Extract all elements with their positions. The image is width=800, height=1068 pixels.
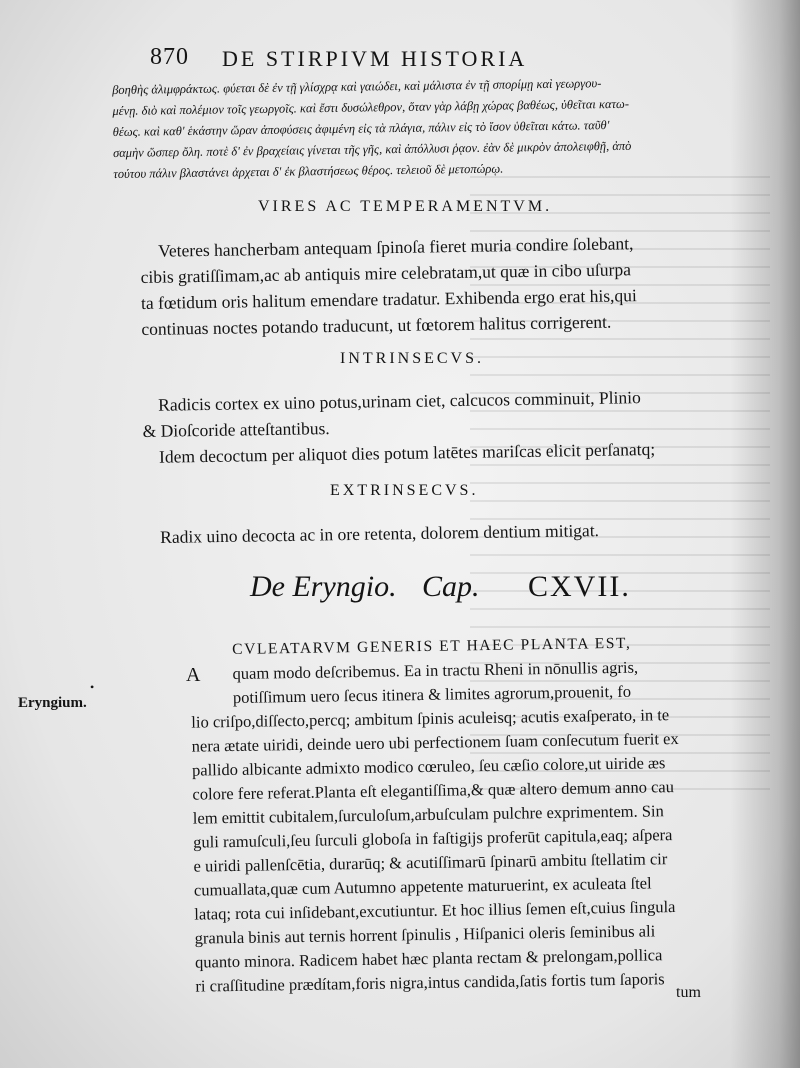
- greek-line: μένῃ. διὸ καὶ πολέμιον τοῖς γεωργοῖς. καὶ ἔστι δυσώλεθρον, ὅταν γὰρ λάβῃ χώρας βαθέως, ὑθεῖται κατω-: [112, 96, 630, 118]
- greek-text-block: [112, 71, 743, 185]
- text-line: ri craſſitudine prædítam,foris nigra,intus candida,ſatis fortis tum ſaporis: [195, 969, 665, 996]
- margin-mark: •: [90, 680, 95, 694]
- greek-line: σαμὴν ὥσπερ ὄλη. ποτὲ δ' ἐν βραχείαις γίνεται τῆς γῆς, καὶ ἀπόλλυσι ῥᾳον. ἐὰν δὲ μικρὸν ἀπολειφθῇ, ἀπὸ: [112, 138, 632, 160]
- greek-line: θέως. καὶ καθ' ἑκάστην ὥραν ἀποφύσεις ἀφιμένη εἰς τὰ πλάγια, πάλιν εἰς τὸ ἴσον ὑθεῖται κάτω. ταῦθ': [112, 118, 610, 139]
- text-line: continuas noctes potando traducunt, ut fœtorem halitus corrigerent.: [141, 311, 612, 339]
- page-header: [150, 44, 640, 74]
- running-head: DE STIRPIVM HISTORIA: [222, 46, 528, 71]
- text-line: Radix uino decocta ac in ore retenta, dolorem dentium mitigat.: [160, 520, 600, 547]
- text-line: cumuallata,quæ cum Autumno appetente maturuerint, ex aculeata ſtel: [193, 873, 652, 900]
- text-line: guli ramuſculi,ſeu ſurculi globoſa in faſtigijs proferūt capitula,eaq; aſpera: [193, 825, 673, 852]
- paragraph-intrinsecus: [142, 384, 655, 470]
- greek-line: βοηθὴς ἀλιμφράκτως. φύεται δὲ ἐν τῇ γλίσχρᾳ καὶ γαιώδει, καὶ μάλιστα ἐν τῇ σπορίμῃ καὶ γεωργου-: [112, 76, 602, 97]
- paragraph-vires: [140, 230, 637, 342]
- chapter-title: De Eryngio.: [250, 570, 397, 603]
- text-line: lio criſpo,diſſecto,percq; ambitum ſpinis aculeisq; acutis exaſperato, in te: [191, 705, 670, 732]
- text-line: & Dioſcoride atteſtantibus.: [142, 418, 330, 441]
- text-line: e uiridi pallenſcētia, durarūq; & acutiſſimarū ſpinarū ambitu ſtellatim cir: [193, 849, 668, 876]
- text-line: potiſſimum uero ſecus itinera & limites agrorum,prouenit, fo: [232, 681, 632, 707]
- greek-line: τούτου πάλιν βλαστάνει ἀρχεται δ' ἐκ βλαστήσεως θέρος. τελειοῦ δὲ μετοπώρῳ.: [113, 161, 504, 181]
- text-line: CVLEATARVM GENERIS ET HAEC PLANTA EST,: [232, 634, 632, 658]
- catchword: tum: [676, 984, 701, 1001]
- text-line: granula binis aut ternis horrent ſpinulis , Hiſpanici oleris ſeminibus ali: [194, 921, 656, 948]
- chapter-number: CXVII.: [528, 570, 631, 603]
- text-line: colore fere referat.Planta eſt elegantiſſima,& quæ altero demum anno cau: [192, 777, 675, 804]
- text-line: ta fœtidum oris halitum emendare tradatur. Exhibenda ergo erat his,qui: [140, 285, 637, 313]
- text-line: lem emittit cubitalem,ſurculoſum,arbuſculam pulchre exprimentem. Sin: [192, 801, 664, 828]
- text-line: Radicis cortex ex uino potus,urinam ciet, calcucos comminuit, Plinio: [158, 387, 641, 415]
- chapter-cap-label: Cap.: [422, 570, 480, 603]
- heading-vires: VIRES AC TEMPERAMENTVM.: [258, 198, 553, 215]
- text-line: quanto minora. Radicem habet hæc planta rectam & prelongam,pollica: [194, 945, 663, 972]
- heading-extrinsecus: EXTRINSECVS.: [330, 482, 479, 499]
- page-number: 870: [150, 44, 189, 70]
- text-line: Veteres hancherbam antequam ſpinoſa fieret muria condire ſolebant,: [158, 233, 634, 261]
- text-line: quam modo deſcribemus. Ea in tractu Rheni in nōnullis agris,: [232, 657, 639, 683]
- text-line: cibis gratiſſimam,ac ab antiquis mire celebratam,ut quæ in cibo uſurpa: [140, 259, 632, 287]
- text-line: lataq; rota cui inſidebant,excutiuntur. Et hoc illius ſemen eſt,cuius ſingula: [194, 897, 676, 924]
- heading-intrinsecus: INTRINSECVS.: [340, 350, 485, 367]
- margin-note-eryngium: Eryngium.: [18, 695, 87, 711]
- eryngium-description: [191, 630, 768, 998]
- text-line: pallido albicante admixto modico cœruleo, ſeu cæſio colore,ut uiride æs: [191, 753, 666, 780]
- chapter-heading: [250, 570, 690, 618]
- text-line: nera ætate uiridi, deinde uero ubi perfectionem ſuam conſecutum fuerit ex: [191, 728, 679, 756]
- drop-letter: A: [186, 664, 201, 686]
- text-line: Idem decoctum per aliquot dies potum latētes mariſcas elicit perſanatq;: [158, 438, 656, 467]
